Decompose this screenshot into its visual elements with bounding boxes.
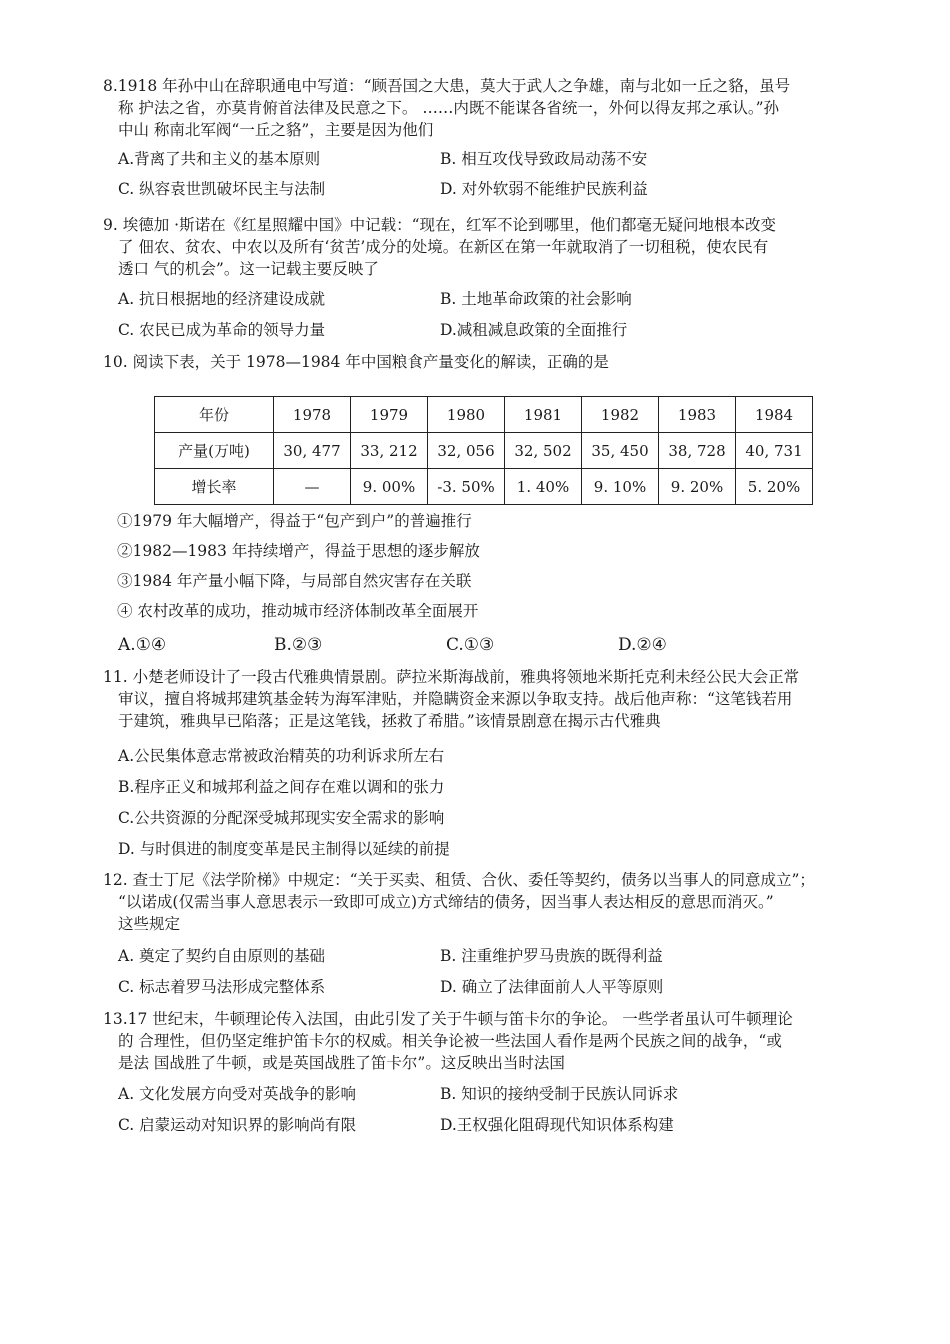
table-cell-growth: 1. 40% — [505, 469, 582, 505]
table-cell-year: 1984 — [736, 397, 813, 433]
q10-statement-2: ②1982—1983 年持续增产，得益于思想的逐步解放 — [117, 542, 480, 560]
q12-stem-line-3: 这些规定 — [118, 915, 181, 933]
q9-stem-line-2: 了 佃农、贫农、中农以及所有‘贫苦’成分的处境。在新区在第一年就取消了一切租税，使农民有 — [118, 238, 769, 256]
q9-stem-line-3: 透口 气的机会”。这一记载主要反映了 — [118, 260, 379, 278]
q10-option-d: D.②④ — [618, 635, 667, 655]
q13-stem-line-3: 是法 国战胜了牛顿，或是英国战胜了笛卡尔”。这反映出当时法国 — [118, 1054, 565, 1072]
table-cell-growth: -3. 50% — [428, 469, 505, 505]
q12-option-d: D. 确立了法律面前人人平等原则 — [440, 978, 664, 996]
q13-stem-line-1: 13.17 世纪末，牛顿理论传入法国，由此引发了关于牛顿与笛卡尔的争论。 一些学者虽认可牛顿理论 — [103, 1010, 793, 1028]
table-row-growth — [155, 469, 813, 505]
q10-option-c: C.①③ — [446, 635, 495, 655]
table-row-output — [155, 433, 813, 469]
q12-stem-line-2: “以诺成(仅需当事人意思表示一致即可成立)方式缔结的债务，因当事人表达相反的意思而消灭。” — [118, 893, 774, 911]
q13-option-d: D.王权强化阻碍现代知识体系构建 — [440, 1116, 674, 1134]
q10-statement-1: ①1979 年大幅增产，得益于“包产到户”的普遍推行 — [117, 512, 472, 530]
q12-option-c: C. 标志着罗马法形成完整体系 — [118, 978, 326, 996]
table-cell-year: 1978 — [274, 397, 351, 433]
table-cell-output: 32, 502 — [505, 433, 582, 469]
q10-statement-3: ③1984 年产量小幅下降，与局部自然灾害存在关联 — [117, 572, 472, 590]
q13-option-a: A. 文化发展方向受对英战争的影响 — [118, 1085, 357, 1103]
table-header-output: 产量(万吨) — [155, 433, 274, 469]
table-row-years — [155, 397, 813, 433]
table-header-year: 年份 — [155, 397, 274, 433]
q8-option-a: A.背离了共和主义的基本原则 — [118, 150, 321, 168]
table-cell-year: 1979 — [351, 397, 428, 433]
table-cell-year: 1980 — [428, 397, 505, 433]
q10-statement-4: ④ 农村改革的成功，推动城市经济体制改革全面展开 — [117, 602, 479, 620]
table-cell-year: 1983 — [659, 397, 736, 433]
table-cell-output: 35, 450 — [582, 433, 659, 469]
q8-option-d: D. 对外软弱不能维护民族利益 — [440, 180, 648, 198]
q9-option-b: B. 土地革命政策的社会影响 — [440, 290, 632, 308]
q13-option-b: B. 知识的接纳受制于民族认同诉求 — [440, 1085, 679, 1103]
q9-option-c: C. 农民已成为革命的领导力量 — [118, 321, 326, 339]
table-cell-output: 40, 731 — [736, 433, 813, 469]
q8-stem-line-3: 中山 称南北军阀“一丘之貉”，主要是因为他们 — [118, 121, 434, 139]
grain-output-table — [154, 396, 813, 505]
table-cell-growth: 5. 20% — [736, 469, 813, 505]
q12-option-a: A. 奠定了契约自由原则的基础 — [118, 947, 326, 965]
table-header-growth: 增长率 — [155, 469, 274, 505]
q10-stem: 10. 阅读下表，关于 1978—1984 年中国粮食产量变化的解读，正确的是 — [103, 353, 609, 371]
q11-option-b: B.程序正义和城邦利益之间存在难以调和的张力 — [118, 778, 445, 796]
table-cell-growth: — — [274, 469, 351, 505]
q11-option-c: C.公共资源的分配深受城邦现实安全需求的影响 — [118, 809, 445, 827]
q10-option-a: A.①④ — [118, 635, 167, 655]
q10-option-b: B.②③ — [274, 635, 323, 655]
q8-stem-line-2: 称 护法之省，亦莫肯俯首法律及民意之下。 ……内既不能谋各省统一，外何以得友邦之承认。”孙 — [118, 99, 780, 117]
table-cell-output: 38, 728 — [659, 433, 736, 469]
q11-stem-line-3: 于建筑，雅典早已陷落；正是这笔钱，拯救了希腊。”该情景剧意在揭示古代雅典 — [118, 712, 661, 730]
q8-option-b: B. 相互攻伐导致政局动荡不安 — [440, 150, 648, 168]
q8-option-c: C. 纵容袁世凯破坏民主与法制 — [118, 180, 326, 198]
table-cell-growth: 9. 00% — [351, 469, 428, 505]
q12-stem-line-1: 12. 查士丁尼《法学阶梯》中规定：“关于买卖、租赁、合伙、委任等契约，债务以当事人的同意成立”； — [103, 871, 815, 889]
q13-stem-line-2: 的 合理性，但仍坚定维护笛卡尔的权威。相关争论被一些法国人看作是两个民族之间的战争，“或 — [118, 1032, 782, 1050]
table-cell-year: 1981 — [505, 397, 582, 433]
q9-option-a: A. 抗日根据地的经济建设成就 — [118, 290, 326, 308]
q12-option-b: B. 注重维护罗马贵族的既得利益 — [440, 947, 663, 965]
table-cell-output: 33, 212 — [351, 433, 428, 469]
q11-option-d: D. 与时俱进的制度变革是民主制得以延续的前提 — [118, 840, 450, 858]
q9-option-d: D.减租减息政策的全面推行 — [440, 321, 628, 339]
q11-stem-line-2: 审议，擅自将城邦建筑基金转为海军津贴，并隐瞒资金来源以争取支持。战后他声称：“这笔钱若用 — [118, 690, 793, 708]
table-cell-output: 30, 477 — [274, 433, 351, 469]
table-cell-year: 1982 — [582, 397, 659, 433]
q11-stem-line-1: 11. 小楚老师设计了一段古代雅典情景剧。萨拉米斯海战前，雅典将领地米斯托克利未经公民大会正常 — [103, 668, 800, 686]
q9-stem-line-1: 9. 埃德加 ·斯诺在《红星照耀中国》中记载：“现在，红军不论到哪里，他们都毫无疑问地根本改变 — [103, 216, 776, 234]
q13-option-c: C. 启蒙运动对知识界的影响尚有限 — [118, 1116, 357, 1134]
table-cell-growth: 9. 20% — [659, 469, 736, 505]
q8-stem-line-1: 8.1918 年孙中山在辞职通电中写道：“顾吾国之大患，莫大于武人之争雄，南与北如一丘之貉，虽号 — [103, 77, 791, 95]
q11-option-a: A.公民集体意志常被政治精英的功利诉求所左右 — [118, 747, 445, 765]
table-cell-growth: 9. 10% — [582, 469, 659, 505]
table-cell-output: 32, 056 — [428, 433, 505, 469]
